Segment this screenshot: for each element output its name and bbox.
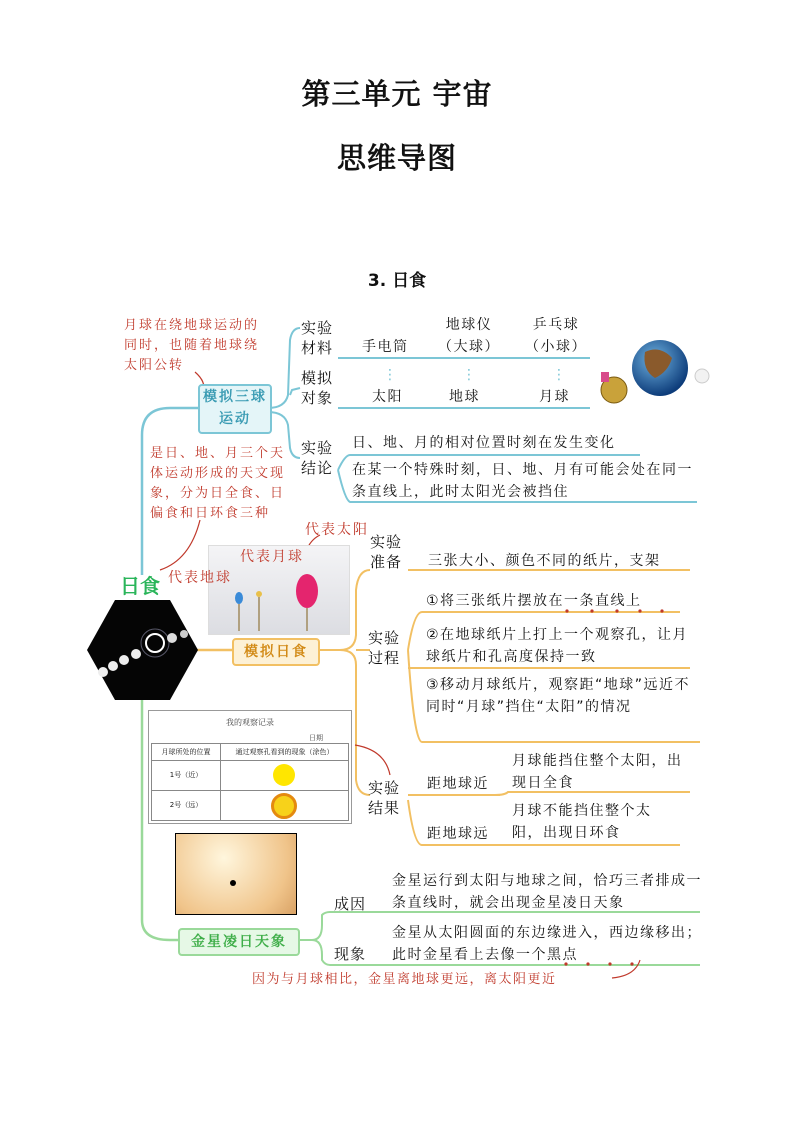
note-venus-distance: 因为与月球相比，金星离地球更远，离太阳更近 <box>252 972 557 987</box>
conclusion-2: 在某一个特殊时刻，日、地、月有可能会处在同一条直线上，此时太阳光会被挡住 <box>352 462 693 500</box>
label-represent-sun: 代表太阳 <box>305 522 369 538</box>
result-far-text: 月球不能挡住整个太阳，出现日环食 <box>512 803 652 841</box>
observation-record-card <box>148 710 352 824</box>
result-near-text: 月球能挡住整个太阳，出现日全食 <box>512 753 683 791</box>
material-pingpong: 乒乓球（小球） <box>525 317 587 355</box>
record-date: 日期 <box>309 734 323 742</box>
label-represent-moon: 代表月球 <box>240 549 304 565</box>
record-table <box>151 743 349 821</box>
label-objects: 模拟对象 <box>301 369 334 407</box>
label-materials: 实验材料 <box>301 319 334 357</box>
note-eclipse-definition: 是日、地、月三个天体运动形成的天文现象，分为日全食、日偏食和日环食三种 <box>150 446 286 521</box>
record-title: 我的观察记录 <box>226 718 274 727</box>
conclusion-1: 日、地、月的相对位置时刻在发生变化 <box>352 435 616 451</box>
object-sun: 太阳 <box>372 389 403 405</box>
node-simulate-motion: 模拟三球运动 <box>198 384 272 434</box>
label-result: 实验结果 <box>368 779 401 817</box>
label-preparation: 实验准备 <box>370 533 403 571</box>
record-total-eclipse-drawing <box>273 764 295 786</box>
process-step-3: ③移动月球纸片，观察距“地球”远近不同时“月球”挡住“太阳”的情况 <box>426 677 691 715</box>
label-phenomenon: 现象 <box>334 945 367 963</box>
material-flashlight: 手电筒 <box>362 339 409 355</box>
record-col-2: 通过观察孔看到的现象（涂色） <box>221 744 348 761</box>
record-row-divider <box>221 790 348 791</box>
process-step-2: ②在地球纸片上打上一个观察孔，让月球纸片和孔高度保持一致 <box>426 627 689 665</box>
unit-title: 第三单元 宇宙 <box>301 77 493 111</box>
venus-transit-photo <box>175 833 297 915</box>
label-process: 实验过程 <box>368 629 401 667</box>
object-earth: 地球 <box>449 389 480 405</box>
label-represent-earth: 代表地球 <box>168 570 232 586</box>
venus-dot <box>230 880 236 886</box>
mindmap-subtitle: 思维导图 <box>336 141 457 175</box>
result-far-cond: 距地球远 <box>427 826 489 842</box>
venus-cause-text: 金星运行到太阳与地球之间，恰巧三者排成一条直线时，就会出现金星凌日天象 <box>392 873 702 911</box>
node-simulate-eclipse: 模拟日食 <box>232 638 320 666</box>
record-col-1: 月球所处的位置 <box>152 744 221 761</box>
result-near-cond: 距地球近 <box>427 776 489 792</box>
dots-1: ⋮ <box>383 367 399 383</box>
record-row-far: 2号（远） <box>152 791 221 820</box>
material-globe: 地球仪（大球） <box>438 317 500 355</box>
node-venus-transit: 金星凌日天象 <box>178 928 300 956</box>
dots-2: ⋮ <box>462 367 478 383</box>
preparation-text: 三张大小、颜色不同的纸片，支架 <box>428 553 661 569</box>
label-conclusion: 实验结论 <box>301 439 334 477</box>
note-moon-orbit: 月球在绕地球运动的同时，也随着地球绕太阳公转 <box>124 318 260 373</box>
record-row-near: 1号（近） <box>152 761 221 791</box>
process-step-1: ①将三张纸片摆放在一条直线上 <box>426 593 642 609</box>
lesson-title: 3. 日食 <box>367 271 427 291</box>
record-annular-eclipse-drawing <box>271 793 297 819</box>
label-cause: 成因 <box>334 895 367 913</box>
dots-3: ⋮ <box>552 367 568 383</box>
object-moon: 月球 <box>539 389 570 405</box>
venus-phenomenon-text: 金星从太阳圆面的东边缘进入，西边缘移出；此时金星看上去像一个黑点 <box>392 925 702 963</box>
root-label: 日食 <box>120 574 160 598</box>
